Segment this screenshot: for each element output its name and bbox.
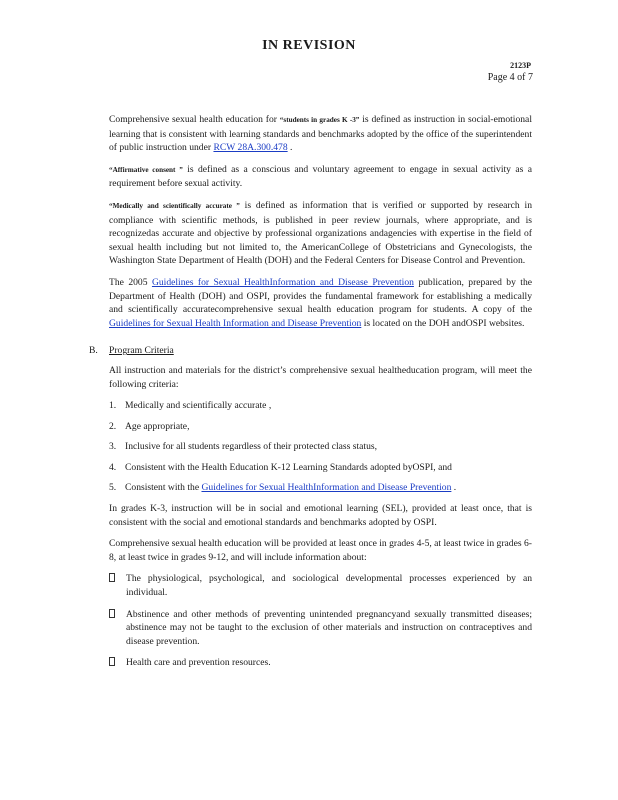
item-text: Consistent with the Health Education K-12 Learning Standards adopted byOSPI, and <box>125 461 452 473</box>
criteria-item <box>109 399 532 413</box>
section-heading <box>89 344 532 358</box>
grades-instruction-paragraph: Comprehensive sexual health education will be provided at least once in grades 4-5, at least twice in grades 6-8, at least twice in grades 9-12, and will include information about: <box>109 538 532 563</box>
text-run: is defined as information that is verified or supported by research in compliance with scientific methods, is published in peer review journals, where appropriate, and is recognizedas accurate and objective by professional organizations andagencies with expertise in the field of sexual health including but not limited to, the AmericanCollege of Obstetricians and Gynecologists, the Washington State Department of Health (DOH) and the Federal Centers for Disease Control and Prevention. <box>109 199 533 267</box>
text-run: is defined as instruction in social-emotional learning that is consistent with learning standards and benchmarks adopted by the office of the superintendent of public instruction under <box>109 114 532 154</box>
definition-students-k3 <box>109 113 532 155</box>
defined-term: “Affirmative consent ” <box>109 165 183 174</box>
text-run: The 2005 <box>109 276 152 288</box>
defined-term: “students in grades K -3” <box>279 116 360 124</box>
text-run: . <box>287 142 293 154</box>
item-number: 2. <box>109 420 117 432</box>
policy-code: 2123P <box>510 61 531 70</box>
page-title: IN REVISION <box>262 38 356 53</box>
guidelines-link[interactable]: Guidelines for Sexual HealthInformation and Disease Prevention <box>201 482 452 494</box>
guidelines-link[interactable]: Guidelines for Sexual Health Information and Disease Prevention <box>109 317 362 329</box>
item-text: Consistent with the <box>125 482 202 494</box>
criteria-item <box>109 461 532 475</box>
guidelines-link[interactable]: Guidelines for Sexual HealthInformation and Disease Prevention <box>151 276 414 288</box>
topic-bullet <box>109 572 532 599</box>
definition-affirmative-consent <box>109 163 532 191</box>
bullet-box-icon <box>109 573 115 582</box>
bullet-box-icon <box>109 657 115 666</box>
bullet-text: The physiological, psychological, and sociological developmental processes experienced by an individual. <box>126 573 532 599</box>
criteria-intro: All instruction and materials for the district’s comprehensive sexual healtheducation program, will meet the following criteria: <box>109 364 532 390</box>
section-letter: B. <box>89 345 98 357</box>
text-run: Comprehensive sexual health education for <box>109 114 280 125</box>
section-title: Program Criteria <box>109 345 174 357</box>
item-number: 1. <box>109 400 117 412</box>
item-text: Age appropriate, <box>125 420 190 432</box>
item-number: 3. <box>109 441 117 453</box>
guidelines-paragraph <box>109 276 532 330</box>
text-run: publication, prepared by the Department of Health (DOH) and OSPI, provides the fundamental framework for establishing a medically and scientifically accuratecomprehensive sexual health education program for students. A copy of the <box>109 276 532 316</box>
criteria-item <box>109 481 532 495</box>
k3-instruction-paragraph: In grades K-3, instruction will be in social and emotional learning (SEL), provided at least once, that is consistent with the social and emotional standards and benchmarks adopted by OSPI. <box>109 503 532 528</box>
text-run: is located on the DOH andOSPI websites. <box>361 317 525 329</box>
bullet-box-icon <box>109 609 115 618</box>
topic-bullet <box>109 608 532 649</box>
definition-medically-accurate <box>109 199 532 268</box>
item-text: Inclusive for all students regardless of their protected class status, <box>125 441 378 453</box>
item-number: 4. <box>109 461 117 473</box>
bullet-text: Health care and prevention resources. <box>126 657 271 669</box>
defined-term: “Medically and scientifically accurate ” <box>109 201 240 210</box>
bullet-text: Abstinence and other methods of preventing unintended pregnancyand sexually transmitted diseases; abstinence may not be taught to the exclusion of other materials and instruction on contraceptives and disease prevention. <box>126 608 532 647</box>
criteria-item <box>109 440 532 454</box>
criteria-item <box>109 420 532 434</box>
item-text: . <box>451 482 457 494</box>
item-number: 5. <box>109 482 117 494</box>
rcw-link[interactable]: RCW 28A.300.478 <box>213 142 288 154</box>
page-number: Page 4 of 7 <box>487 72 533 83</box>
document-body <box>89 113 533 678</box>
text-run: is defined as a conscious and voluntary agreement to engage in sexual activity as a requirement before sexual activity. <box>109 163 532 190</box>
topic-bullet <box>109 656 532 670</box>
item-text: Medically and scientifically accurate , <box>125 400 272 412</box>
